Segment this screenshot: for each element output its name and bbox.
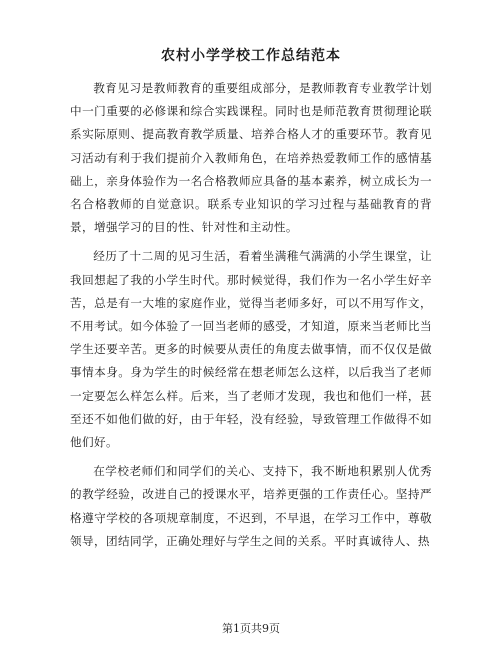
document-title: 农村小学学校工作总结范本 — [161, 48, 341, 64]
page-number-footer: 第1页共9页 — [222, 622, 280, 635]
paragraph-3: 在学校老师们和同学们的关心、支持下，我不断地积累别人优秀的教学经验，改进自己的授课水平，培养更强的工作责任心。坚持严格遵守学校的各项规章制度，不迟到，不早退，在学习工作中，尊敬领导，团结同学，正确处理好与学生之间的关系。平时真诚待人、热 — [70, 464, 432, 548]
paragraph-1: 教育见习是教师教育的重要组成部分，是教师教育专业教学计划中一门重要的必修课和综合实践课程。同时也是师范教育贯彻理论联系实际原则、提高教育教学质量、培养合格人才的重要环节。教育见习活动有利于我们提前介入教师角色，在培养热爱教师工作的感情基础上，亲身体验作为一名合格教师应具备的基本素养，树立成长为一名合格教师的自觉意识。联系专业知识的学习过程与基础教育的背景，增强学习的目的性、针对性和主动性。 — [70, 81, 432, 235]
paragraph-2: 经历了十二周的见习生活，看着坐满稚气满满的小学生课堂，让我回想起了我的小学生时代。那时候觉得，我们作为一名小学生好辛苦，总是有一大堆的家庭作业，觉得当老师多好，可以不用写作文，不用考试。如今体验了一回当老师的感受，才知道，原来当老师比当学生还要辛苦。更多的时候要从责任的角度去做事情，而不仅仅是做事情本身。身为学生的时候经常在想老师怎么这样，以后我当了老师一定要怎么样怎么样。后来，当了老师才发现，我也和他们一样，甚至还不如他们做的好，由于年轻，没有经验，导致管理工作做得不如他们好。 — [70, 249, 432, 450]
document-body — [70, 77, 432, 559]
